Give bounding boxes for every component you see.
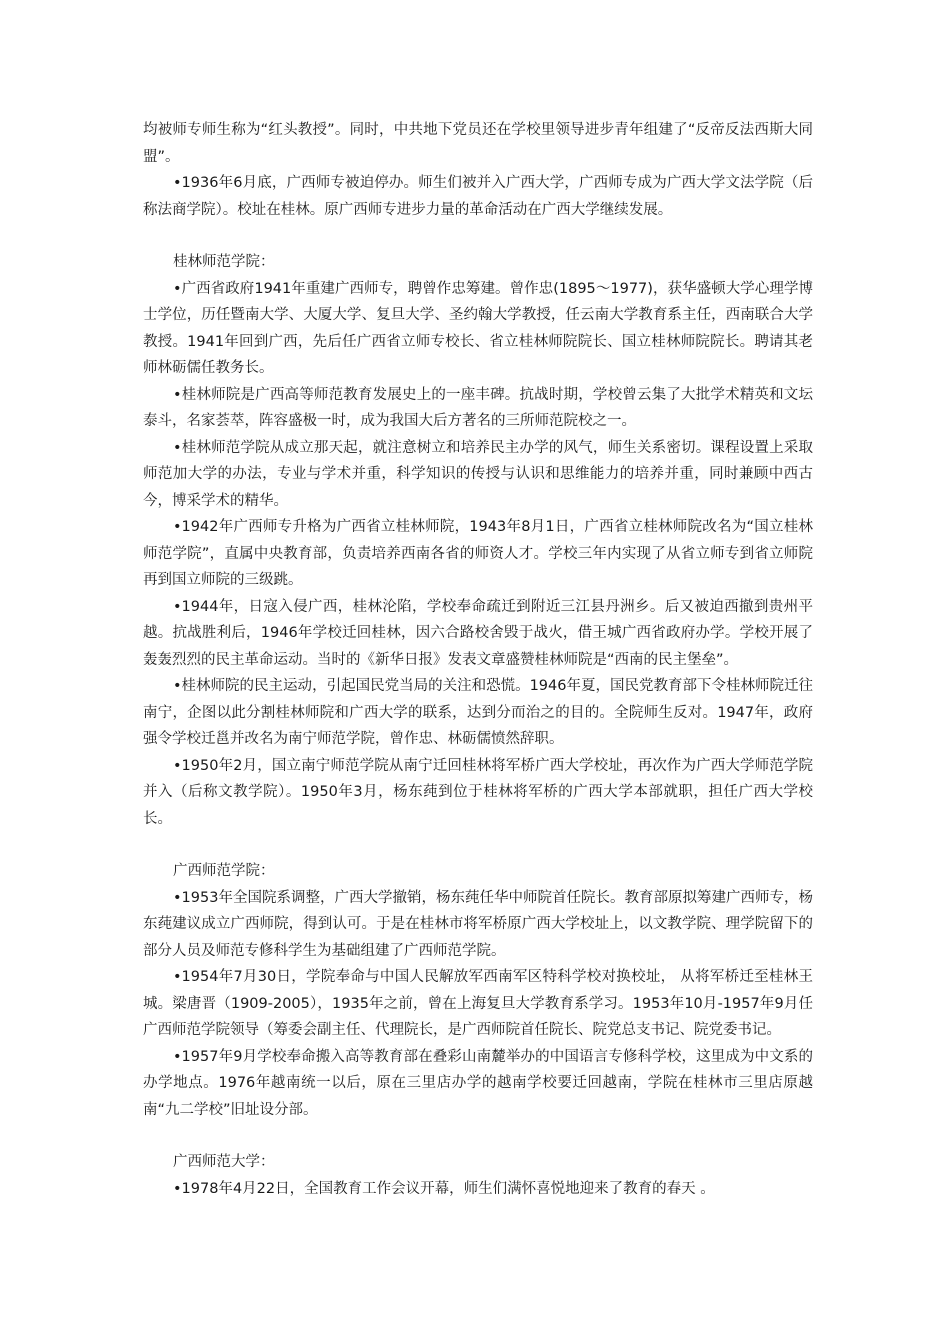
bullet-paragraph: •1942年广西师专升格为广西省立桂林师院，1943年8月1日，广西省立桂林师院改名为“国立桂林师范学院”，直属中央教育部，负责培养西南各省的师资人才。学校三年内实现了从省立师专到省立师院再到国立师院的三级跳。: [143, 519, 813, 588]
bullet-paragraph: •桂林师院的民主运动，引起国民党当局的关注和恐慌。1946年夏，国民党教育部下令桂林师院迁往南宁，企图以此分割桂林师院和广西大学的联系，达到分而治之的目的。全院师生反对。1947年，政府强令学校迁邕并改名为南宁师范学院，曾作忠、林砺儒愤然辞职。: [143, 678, 813, 747]
bullet-paragraph: •1978年4月22日，全国教育工作会议开幕，师生们满怀喜悦地迎来了教育的春天 。: [173, 1180, 715, 1197]
section-heading: 广西师范学院：: [173, 863, 275, 879]
bullet-paragraph: •1953年全国院系调整，广西大学撤销，杨东莼任华中师院首任院长。教育部原拟筹建广西师专，杨东莼建议成立广西师院，得到认可。于是在桂林市将军桥原广西大学校址上，以文教学院、理学院留下的部分人员及师范专修科学生为基础组建了广西师范学院。: [143, 889, 813, 959]
bullet-paragraph: •1954年7月30日，学院奉命与中国人民解放军西南军区特科学校对换校址， 从将军桥迁至桂林王城。梁唐晋（1909-2005），1935年之前，曾在上海复旦大学教育系学习。1953年10月-1957年9月任广西师范学院领导（筹委会副主任、代理院长，是广西师院首任院长、院党总支书记、院党委书记。: [143, 969, 813, 1038]
paragraph-1936: •1936年6月底，广西师专被迫停办。师生们被并入广西大学，广西师专成为广西大学文法学院（后称法商学院）。校址在桂林。原广西师专进步力量的革命活动在广西大学继续发展。: [143, 175, 813, 218]
bullet-paragraph: •1944年，日寇入侵广西，桂林沦陷，学校奉命疏迁到附近三江县丹洲乡。后又被迫西撤到贵州平越。抗战胜利后，1946年学校迁回桂林，因六合路校舍毁于战火，借王城广西省政府办学。学校开展了轰轰烈烈的民主革命运动。当时的《新华日报》发表文章盛赞桂林师院是“西南的民主堡垒”。: [143, 598, 813, 668]
bullet-paragraph: •1950年2月，国立南宁师范学院从南宁迁回桂林将军桥广西大学校址，再次作为广西大学师范学院并入（后称文教学院）。1950年3月，杨东莼到位于桂林将军桥的广西大学本部就职，担任广西大学校长。: [143, 757, 813, 827]
intro-paragraph: 均被师专师生称为“红头教授”。同时，中共地下党员还在学校里领导进步青年组建了“反帝反法西斯大同盟”。: [143, 122, 813, 165]
bullet-paragraph: •桂林师范学院从成立那天起，就注意树立和培养民主办学的风气，师生关系密切。课程设置上采取师范加大学的办法，专业与学术并重，科学知识的传授与认识和思维能力的培养并重，同时兼顾中西古今，博采学术的精华。: [143, 439, 813, 509]
section-guangxi-normal-university: [143, 1149, 813, 1202]
section-heading: 桂林师范学院：: [173, 254, 275, 270]
section-guilin-normal-college: [143, 249, 813, 832]
bullet-paragraph: •桂林师院是广西高等师范教育发展史上的一座丰碑。抗战时期，学校曾云集了大批学术精英和文坛泰斗，名家荟萃，阵容盛极一时，成为我国大后方著名的三所师范院校之一。: [143, 386, 813, 429]
section-guangxi-normal-college: [143, 858, 813, 1123]
bullet-paragraph: •广西省政府1941年重建广西师专，聘曾作忠筹建。曾作忠(1895～1977)，获华盛顿大学心理学博士学位，历任暨南大学、大厦大学、复旦大学、圣约翰大学教授，任云南大学教育系主任，西南联合大学教授。1941年回到广西，先后任广西省立师专校长、省立桂林师院院长、国立桂林师院院长。聘请其老师林砺儒任教务长。: [143, 280, 813, 376]
section-heading: 广西师范大学：: [173, 1154, 275, 1170]
bullet-paragraph: •1957年9月学校奉命搬入高等教育部在叠彩山南麓举办的中国语言专修科学校，这里成为中文系的办学地点。1976年越南统一以后，原在三里店办学的越南学校要迁回越南，学院在桂林市三里店原越南“九二学校”旧址设分部。: [143, 1048, 813, 1118]
document-page: [143, 117, 813, 1202]
